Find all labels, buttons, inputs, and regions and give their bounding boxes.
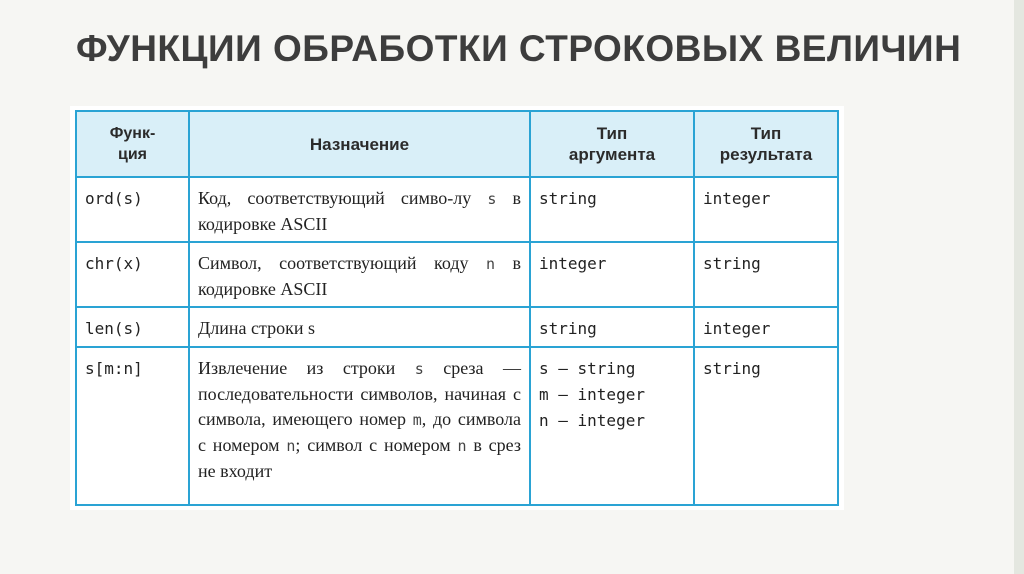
desc-text: , до символа с номером bbox=[198, 409, 522, 455]
cell-function: s[m:n] bbox=[76, 347, 189, 505]
header-function-line2: ция bbox=[117, 146, 147, 163]
cell-result-type: integer bbox=[694, 177, 838, 242]
cell-argument-type: string bbox=[530, 177, 694, 242]
cell-description bbox=[189, 242, 530, 307]
header-argument-line1: Тип bbox=[596, 124, 628, 143]
cell-result-type: string bbox=[694, 347, 838, 505]
desc-code: m bbox=[412, 411, 422, 429]
header-purpose: Назначение bbox=[189, 111, 530, 177]
cell-function: ord(s) bbox=[76, 177, 189, 242]
arg-line: s — string bbox=[539, 359, 636, 378]
cell-function: len(s) bbox=[76, 307, 189, 347]
header-function bbox=[76, 111, 189, 177]
desc-text: в кодировке ASCII bbox=[198, 188, 522, 234]
desc-text: Символ, соответствующий коду bbox=[198, 253, 486, 273]
header-argument-type bbox=[530, 111, 694, 177]
desc-code: n bbox=[457, 437, 467, 455]
desc-code: n bbox=[286, 437, 296, 455]
desc-text: в кодировке ASCII bbox=[198, 253, 521, 299]
header-argument-line2: аргумента bbox=[568, 145, 656, 164]
cell-argument-type: integer bbox=[530, 242, 694, 307]
desc-text: в срез не входит bbox=[198, 435, 521, 481]
string-functions-table bbox=[75, 110, 839, 506]
header-result-line2: результата bbox=[719, 145, 813, 164]
table-row-chr bbox=[76, 242, 838, 307]
table-row-ord bbox=[76, 177, 838, 242]
desc-code: s bbox=[487, 190, 497, 208]
desc-code: s bbox=[414, 360, 424, 378]
right-edge-strip bbox=[1014, 0, 1024, 574]
header-result-type bbox=[694, 111, 838, 177]
table-row-len bbox=[76, 307, 838, 347]
cell-description bbox=[189, 177, 530, 242]
cell-argument-type bbox=[530, 347, 694, 505]
desc-code: n bbox=[485, 255, 496, 273]
cell-result-type: integer bbox=[694, 307, 838, 347]
cell-function: chr(x) bbox=[76, 242, 189, 307]
cell-result-type: string bbox=[694, 242, 838, 307]
slide-title: ФУНКЦИИ ОБРАБОТКИ СТРОКОВЫХ ВЕЛИЧИН bbox=[76, 28, 962, 69]
desc-text: ; символ с номером bbox=[295, 435, 458, 455]
cell-argument-type: string bbox=[530, 307, 694, 347]
desc-text: Извлечение из строки bbox=[198, 358, 415, 378]
cell-description bbox=[189, 347, 530, 505]
table-row-slice bbox=[76, 347, 838, 505]
desc-text: среза — последовательности символов, начиная с символа, имеющего номер bbox=[198, 358, 521, 429]
table-header-row bbox=[76, 111, 838, 177]
cell-description: Длина строки s bbox=[189, 307, 530, 347]
header-function-line1: Функ- bbox=[109, 125, 156, 142]
header-result-line1: Тип bbox=[750, 124, 782, 143]
table-container bbox=[70, 106, 844, 510]
arg-line: n — integer bbox=[539, 411, 645, 430]
arg-line: m — integer bbox=[539, 385, 645, 404]
desc-text: Код, соответствующий симво-лу bbox=[198, 188, 488, 208]
